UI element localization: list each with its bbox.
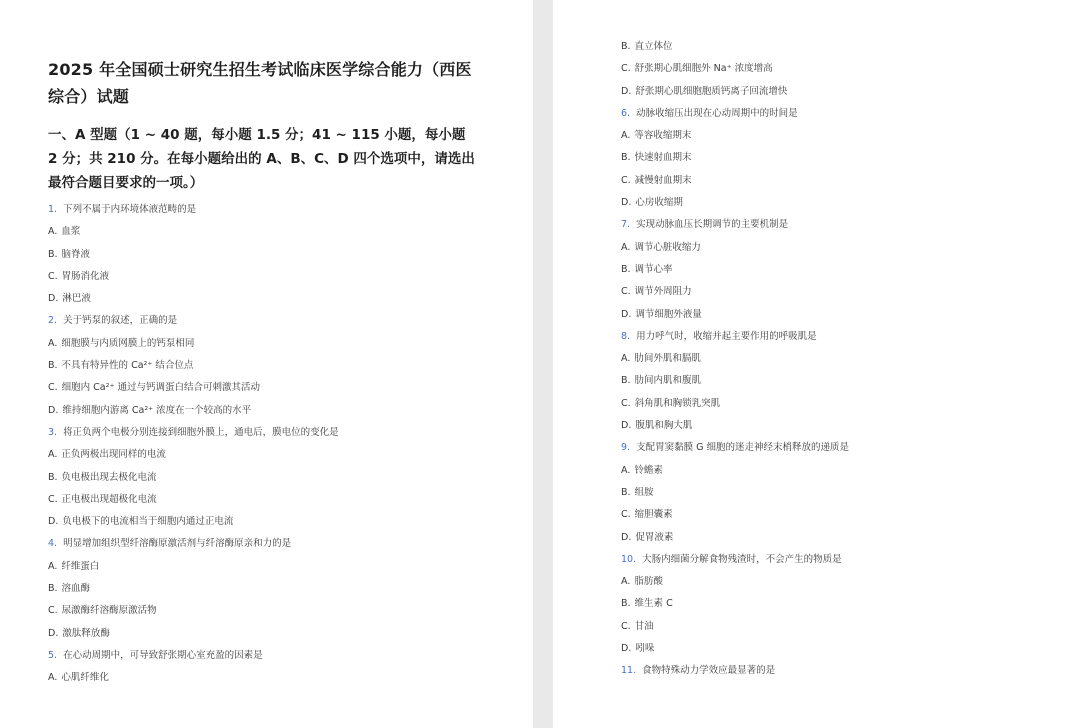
question-text: 大肠内细菌分解食物残渣时，不会产生的物质是 — [642, 553, 842, 565]
question-number: 10. — [621, 553, 637, 565]
option-line — [48, 221, 533, 243]
option-letter: B. — [621, 41, 631, 52]
question-text: 用力呼气时，收缩并起主要作用的呼吸肌是 — [636, 330, 817, 342]
option-text: 快速射血期末 — [634, 152, 692, 164]
option-line — [621, 348, 1080, 370]
question-number: 8. — [621, 330, 631, 342]
option-letter: B. — [48, 471, 58, 483]
option-letter: C. — [48, 493, 58, 505]
option-text: 肋间内肌和腹肌 — [634, 375, 702, 387]
question-number: 5. — [48, 649, 58, 661]
option-letter: D. — [48, 404, 59, 416]
question-text: 实现动脉血压长期调节的主要机制是 — [636, 219, 789, 231]
option-text: 细胞内 Ca²⁺ 通过与钙调蛋白结合可刺激其活动 — [61, 382, 260, 394]
option-letter: D. — [48, 516, 59, 528]
option-line — [621, 393, 1080, 415]
option-line — [621, 259, 1080, 281]
option-line — [48, 333, 533, 355]
option-text: 激肽释放酶 — [62, 627, 110, 639]
option-line — [48, 600, 533, 622]
option-letter: A. — [621, 576, 631, 588]
option-letter: D. — [48, 627, 59, 639]
option-text: 负电极出现去极化电流 — [61, 471, 157, 483]
option-line — [621, 192, 1080, 214]
option-letter: A. — [48, 337, 58, 349]
option-line — [621, 58, 1080, 80]
option-line — [621, 482, 1080, 504]
question-number: 6. — [621, 107, 631, 119]
option-text: 舒张期心肌细胞外 Na⁺ 浓度增高 — [634, 63, 773, 75]
option-text: 维生素 C — [634, 598, 673, 610]
option-letter: D. — [621, 531, 632, 543]
option-text: 心房收缩期 — [635, 197, 683, 209]
option-line — [48, 556, 533, 578]
question-line — [48, 422, 533, 444]
option-line — [621, 527, 1080, 549]
option-letter: A. — [621, 464, 631, 476]
option-letter: D. — [621, 420, 632, 432]
option-letter: C. — [48, 382, 58, 394]
question-text: 关于钙泵的叙述，正确的是 — [63, 315, 178, 327]
question-list-left — [48, 199, 533, 690]
option-line — [621, 415, 1080, 437]
option-line — [621, 281, 1080, 303]
option-line — [621, 616, 1080, 638]
option-letter: A. — [48, 560, 58, 572]
question-text: 明显增加组织型纤溶酶原激活剂与纤溶酶原亲和力的是 — [63, 538, 292, 550]
option-text: 减慢射血期末 — [634, 174, 692, 186]
question-text: 将正负两个电极分别连接到细胞外膜上，通电后，膜电位的变化是 — [63, 426, 339, 438]
option-line — [48, 400, 533, 422]
option-letter: A. — [621, 130, 631, 142]
question-text: 下列不属于内环境体液范畴的是 — [63, 204, 197, 215]
option-letter: A. — [48, 449, 58, 461]
option-line — [621, 571, 1080, 593]
question-text: 支配胃窦黏膜 G 细胞的迷走神经末梢释放的递质是 — [636, 442, 849, 454]
option-line — [48, 667, 533, 689]
question-line — [621, 214, 1080, 236]
option-line — [48, 511, 533, 533]
option-text: 调节外周阻力 — [634, 286, 692, 298]
option-text: 促胃液素 — [635, 531, 674, 543]
question-line — [48, 310, 533, 332]
option-line — [48, 444, 533, 466]
option-text: 调节心脏收缩力 — [634, 241, 701, 253]
option-text: 调节心率 — [634, 263, 673, 275]
option-letter: C. — [621, 286, 631, 298]
option-letter: C. — [48, 270, 58, 282]
option-line — [621, 460, 1080, 482]
option-text: 心肌纤维化 — [61, 672, 109, 684]
option-letter: D. — [621, 308, 632, 320]
question-number: 7. — [621, 219, 631, 231]
option-line — [621, 370, 1080, 392]
question-number: 11. — [621, 665, 637, 677]
option-line — [48, 244, 533, 266]
question-number: 3. — [48, 426, 58, 438]
option-text: 不具有特异性的 Ca²⁺ 结合位点 — [61, 360, 194, 372]
option-letter: C. — [621, 397, 631, 409]
option-text: 缩胆囊素 — [634, 509, 673, 521]
option-line — [621, 638, 1080, 660]
option-line — [621, 147, 1080, 169]
option-line — [48, 467, 533, 489]
option-letter: B. — [48, 360, 58, 372]
option-text: 血浆 — [61, 226, 81, 238]
option-letter: B. — [621, 598, 631, 610]
document-page-left — [0, 0, 533, 728]
option-letter: B. — [621, 375, 631, 387]
question-list-right — [621, 36, 1080, 683]
option-text: 斜角肌和胸锁乳突肌 — [634, 397, 721, 409]
option-letter: C. — [48, 605, 58, 617]
option-text: 正负两极出现同样的电流 — [61, 449, 166, 461]
option-text: 舒张期心肌细胞胞质钙离子回流增快 — [635, 85, 788, 97]
question-line — [621, 437, 1080, 459]
option-line — [621, 504, 1080, 526]
option-letter: A. — [48, 226, 58, 238]
option-letter: D. — [621, 197, 632, 209]
option-text: 肋间外肌和膈肌 — [634, 353, 701, 365]
option-text: 吲哚 — [635, 643, 655, 655]
question-number: 1. — [48, 204, 58, 215]
question-number: 9. — [621, 442, 631, 454]
option-line — [621, 125, 1080, 147]
option-letter: B. — [621, 486, 631, 498]
question-line — [621, 549, 1080, 571]
option-letter: A. — [48, 672, 58, 684]
option-text: 淋巴液 — [62, 293, 91, 305]
option-letter: C. — [621, 174, 631, 186]
option-letter: B. — [621, 152, 631, 164]
question-text: 在心动周期中，可导致舒张期心室充盈的因素是 — [63, 649, 263, 661]
option-text: 负电极下的电流相当于细胞内通过正电流 — [62, 516, 234, 528]
option-text: 细胞膜与内质网膜上的钙泵相同 — [61, 337, 195, 349]
option-line — [621, 81, 1080, 103]
option-letter: D. — [621, 85, 632, 97]
option-letter: A. — [621, 241, 631, 253]
option-text: 维持细胞内游离 Ca²⁺ 浓度在一个较高的水平 — [62, 404, 252, 416]
option-letter: B. — [621, 263, 631, 275]
question-line — [621, 103, 1080, 125]
option-line — [48, 288, 533, 310]
option-line — [48, 489, 533, 511]
question-text: 食物特殊动力学效应最显著的是 — [642, 665, 776, 677]
option-text: 调节细胞外液量 — [635, 308, 702, 320]
option-text: 脂肪酸 — [634, 576, 663, 588]
option-letter: D. — [48, 293, 59, 305]
document-title: 2025 年全国硕士研究生招生考试临床医学综合能力（西医综合）试题 — [48, 60, 472, 106]
option-line — [48, 578, 533, 600]
option-text: 直立体位 — [634, 41, 673, 52]
question-line — [48, 199, 533, 221]
option-letter: A. — [621, 353, 631, 365]
option-line — [621, 304, 1080, 326]
question-line — [48, 533, 533, 555]
option-text: 胃肠消化液 — [61, 270, 110, 282]
question-number: 2. — [48, 315, 58, 327]
option-line — [621, 593, 1080, 615]
option-line — [48, 355, 533, 377]
document-page-right — [553, 0, 1080, 728]
option-line — [621, 170, 1080, 192]
option-text: 甘油 — [634, 620, 654, 632]
option-line — [48, 266, 533, 288]
option-letter: D. — [621, 643, 632, 655]
option-text: 正电极出现超极化电流 — [61, 493, 157, 505]
option-letter: B. — [48, 248, 58, 260]
option-line — [48, 377, 533, 399]
option-line — [48, 623, 533, 645]
question-line — [621, 660, 1080, 682]
option-text: 铃蟾素 — [634, 464, 663, 476]
option-text: 等容收缩期末 — [634, 130, 692, 142]
option-text: 脑脊液 — [61, 248, 91, 260]
option-letter: C. — [621, 509, 631, 521]
option-text: 溶血酶 — [61, 583, 91, 595]
question-line — [621, 326, 1080, 348]
question-line — [48, 645, 533, 667]
option-letter: C. — [621, 620, 631, 632]
question-text: 动脉收缩压出现在心动周期中的时间是 — [636, 107, 798, 119]
option-line — [621, 237, 1080, 259]
option-letter: C. — [621, 63, 631, 75]
option-text: 组胺 — [634, 486, 654, 498]
option-line — [621, 36, 1080, 58]
option-text: 纤维蛋白 — [61, 560, 100, 572]
option-text: 尿激酶纤溶酶原激活物 — [61, 605, 157, 617]
question-number: 4. — [48, 538, 58, 550]
section-heading: 一、A 型题（1 ~ 40 题，每小题 1.5 分；41 ~ 115 小题，每小题 2 分；共 210 分。在每小题给出的 A、B、C、D 四个选项中，请选出最符合题目要求的一项。） — [48, 127, 475, 191]
option-text: 腹肌和胸大肌 — [635, 420, 693, 432]
option-letter: B. — [48, 583, 58, 595]
